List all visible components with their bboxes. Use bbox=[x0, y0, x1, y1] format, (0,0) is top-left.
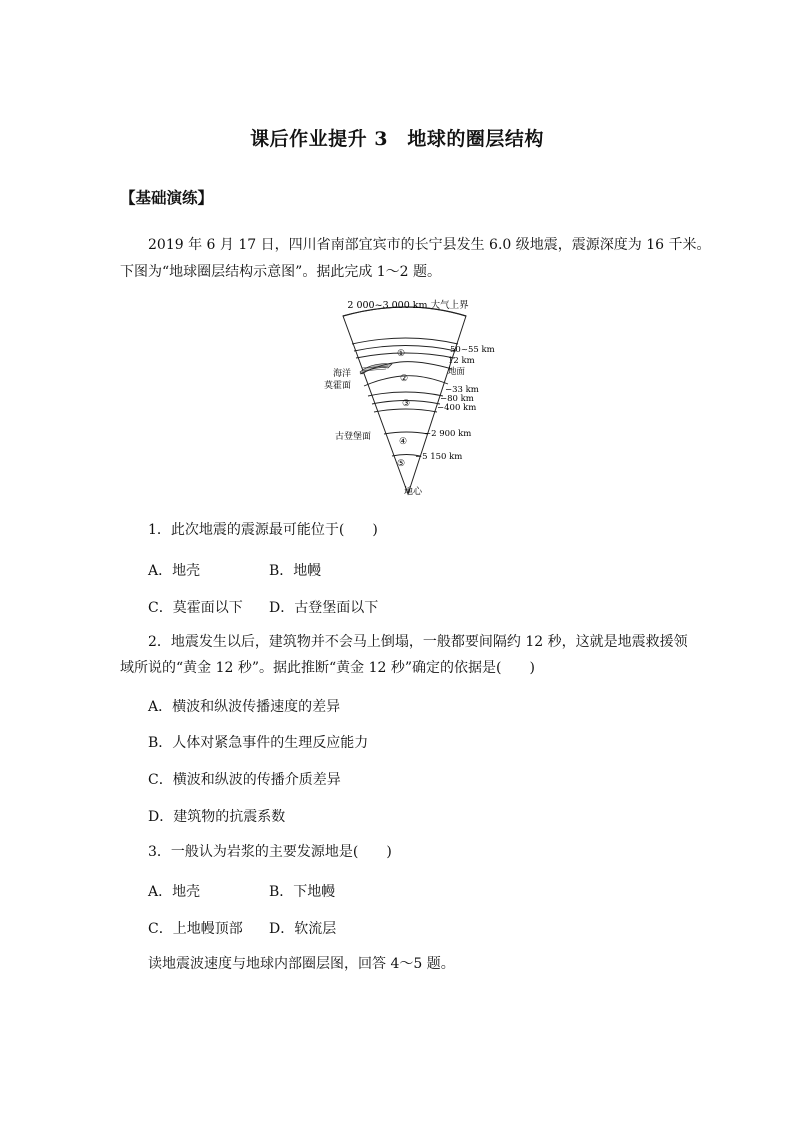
layer-number-3: ③ bbox=[401, 399, 411, 409]
label-80km: −80 km bbox=[440, 394, 474, 404]
label-33km: −33 km bbox=[445, 385, 479, 395]
q3-stem: 3．一般认为岩浆的主要发源地是( ) bbox=[148, 844, 392, 860]
q3-option-c: C．上地幔顶部 bbox=[148, 921, 243, 937]
label-ocean: 海洋 bbox=[333, 369, 352, 379]
gutenberg-boundary bbox=[384, 432, 428, 434]
layer-number-2: ② bbox=[399, 374, 409, 384]
label-5150km: −5 150 km bbox=[415, 452, 463, 462]
label-moho: 莫霍面 bbox=[324, 381, 352, 391]
layer-number-5: ⑤ bbox=[396, 459, 406, 469]
label-atmosphere-top: 2 000~3 000 km 大气上界 bbox=[347, 300, 469, 311]
section-heading: 【基础演练】 bbox=[120, 188, 214, 207]
q1-option-b: B．地幔 bbox=[269, 563, 322, 579]
earth-layer-diagram bbox=[300, 294, 510, 504]
q1-option-d: D．古登堡面以下 bbox=[269, 600, 379, 616]
layer-number-1: ① bbox=[396, 349, 406, 359]
intro-line-1: 2019 年 6 月 17 日，四川省南部宜宾市的长宁县发生 6.0 级地震，震源深度为 16 千米。 bbox=[148, 237, 711, 253]
ocean-hatch bbox=[360, 364, 392, 374]
q1-stem: 1．此次地震的震源最可能位于( ) bbox=[148, 522, 378, 538]
label-12km: 12 km bbox=[448, 356, 475, 366]
label-earth-center: 地心 bbox=[404, 487, 423, 497]
label-gutenberg: 古登堡面 bbox=[335, 432, 372, 442]
intro-line-2: 下图为“地球圈层结构示意图”。据此完成 1～2 题。 bbox=[120, 264, 442, 280]
q2-option-a: A．横波和纵波传播速度的差异 bbox=[148, 699, 341, 715]
label-50-55km: 50~55 km bbox=[450, 345, 495, 355]
q2-stem-line-1: 2．地震发生以后，建筑物并不会马上倒塌，一般都要间隔约 12 秒，这就是地震救援领 bbox=[148, 634, 688, 650]
q3-option-a: A．地壳 bbox=[148, 884, 201, 900]
q2-option-c: C．横波和纵波的传播介质差异 bbox=[148, 772, 341, 788]
label-400km: −400 km bbox=[437, 403, 477, 413]
q2-option-b: B．人体对紧急事件的生理反应能力 bbox=[148, 735, 369, 751]
q1-option-c: C．莫霍面以下 bbox=[148, 600, 243, 616]
q3-option-b: B．下地幔 bbox=[269, 884, 336, 900]
label-ground: 地面 bbox=[448, 367, 466, 377]
q2-stem-line-2: 域所说的“黄金 12 秒”。据此推断“黄金 12 秒”确定的依据是( ) bbox=[120, 660, 535, 676]
layer-number-4: ④ bbox=[398, 437, 408, 447]
q1-option-a: A．地壳 bbox=[148, 563, 201, 579]
q3-option-d: D．软流层 bbox=[269, 921, 337, 937]
q2-option-d: D．建筑物的抗震系数 bbox=[148, 809, 286, 825]
page-title: 课后作业提升 3 地球的圈层结构 bbox=[250, 128, 544, 150]
label-2900km: −2 900 km bbox=[424, 429, 472, 439]
outro-text: 读地震波速度与地球内部圈层图，回答 4～5 题。 bbox=[148, 956, 455, 972]
